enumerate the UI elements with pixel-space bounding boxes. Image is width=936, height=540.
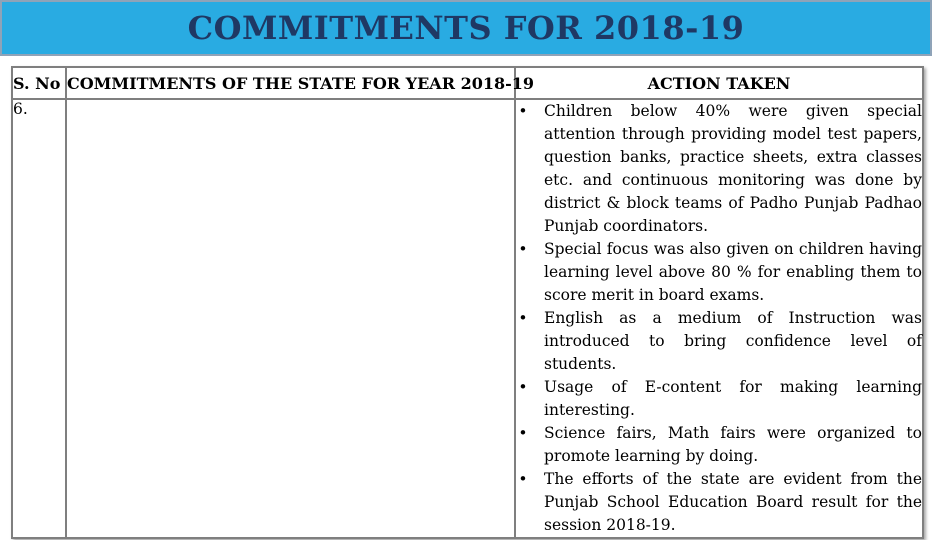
table-header-row bbox=[12, 67, 923, 99]
list-item bbox=[516, 468, 922, 537]
header-action-taken: ACTION TAKEN bbox=[515, 67, 923, 99]
list-item bbox=[516, 422, 922, 468]
action-text: Special focus was also given on children having learning level above 80 % for enabling them to score merit in board exams. bbox=[544, 240, 922, 304]
row-commitment bbox=[66, 99, 515, 538]
list-item bbox=[516, 238, 922, 307]
bullet-icon: • bbox=[518, 102, 528, 120]
list-item bbox=[516, 376, 922, 422]
bullet-icon: • bbox=[518, 309, 528, 327]
bullet-icon: • bbox=[518, 424, 528, 442]
commitments-table bbox=[11, 66, 924, 539]
title-banner bbox=[0, 0, 932, 56]
table-row bbox=[12, 99, 923, 538]
row-actions bbox=[515, 99, 923, 538]
bullet-icon: • bbox=[518, 240, 528, 258]
list-item bbox=[516, 100, 922, 238]
action-text: Children below 40% were given special attention through providing model test papers, question banks, practice sheets, extra classes etc. and continuous monitoring was done by district & block teams of Padho Punjab Padhao Punjab coordinators. bbox=[544, 102, 922, 235]
action-text: The efforts of the state are evident from the Punjab School Education Board result for the session 2018-19. bbox=[544, 470, 922, 534]
row-sno: 6. bbox=[12, 99, 66, 538]
action-text: English as a medium of Instruction was introduced to bring confidence level of students. bbox=[544, 309, 922, 373]
action-text: Science fairs, Math fairs were organized to promote learning by doing. bbox=[544, 424, 922, 465]
action-list bbox=[516, 100, 922, 537]
list-item bbox=[516, 307, 922, 376]
header-sno: S. No bbox=[12, 67, 66, 99]
bullet-icon: • bbox=[518, 378, 528, 396]
header-commitments: COMMITMENTS OF THE STATE FOR YEAR 2018-19 bbox=[66, 67, 515, 99]
bullet-icon: • bbox=[518, 470, 528, 488]
action-text: Usage of E-content for making learning interesting. bbox=[544, 378, 922, 419]
page-title: COMMITMENTS FOR 2018-19 bbox=[187, 9, 745, 47]
